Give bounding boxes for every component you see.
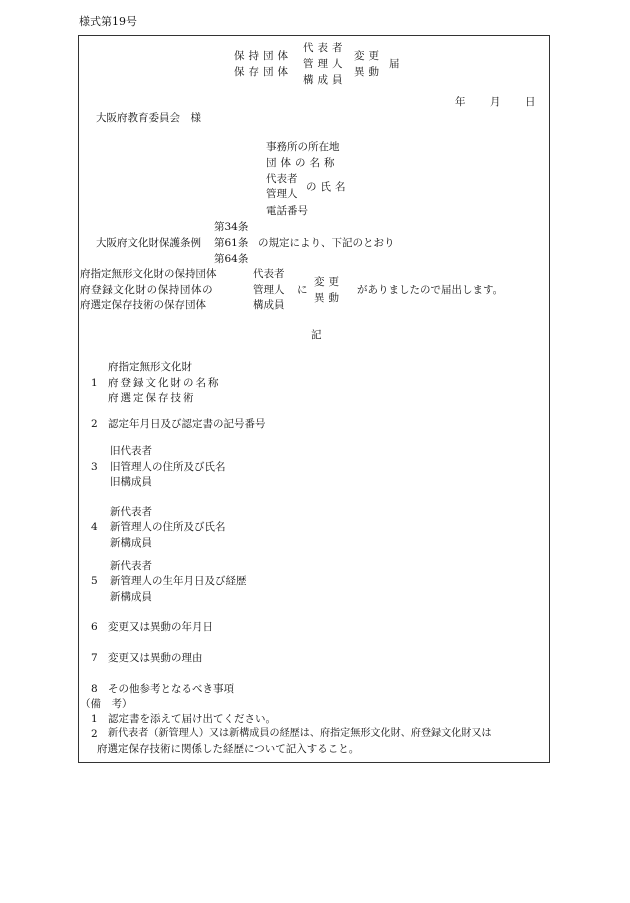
item-8-number: 8 bbox=[91, 683, 98, 695]
item-2-text: 認定年月日及び認定書の記号番号 bbox=[108, 418, 266, 430]
applicant-rep-label-1: 代表者 bbox=[266, 173, 298, 185]
item-6-number: 6 bbox=[91, 621, 98, 633]
declaration-group-1: 府指定無形文化財の保持団体 bbox=[80, 268, 217, 280]
notes-heading: （備 考） bbox=[80, 698, 133, 710]
declaration-group-3: 府選定保存技術の保存団体 bbox=[80, 299, 206, 311]
item-1-number: 1 bbox=[91, 377, 98, 389]
item-3-line-2: 旧管理人の住所及び氏名 bbox=[110, 461, 226, 473]
form-number: 様式第19号 bbox=[79, 15, 137, 28]
title-owner-2: 保存団体 bbox=[234, 66, 292, 78]
note-1-number: 1 bbox=[91, 713, 98, 725]
item-1-line-2: 府登録文化財の名称 bbox=[108, 377, 221, 389]
item-3-number: 3 bbox=[91, 461, 98, 473]
addressee: 大阪府教育委員会 様 bbox=[96, 112, 201, 124]
title-role-3: 構成員 bbox=[303, 74, 347, 86]
item-1-line-1: 府指定無形文化財 bbox=[108, 361, 192, 373]
declaration-role-3: 構成員 bbox=[253, 299, 285, 311]
item-4-line-1: 新代表者 bbox=[110, 506, 152, 518]
applicant-group-name: 団体の名称 bbox=[266, 157, 339, 169]
item-3-line-3: 旧構成員 bbox=[110, 476, 152, 488]
item-6-text: 変更又は異動の年月日 bbox=[108, 621, 213, 633]
item-5-number: 5 bbox=[91, 575, 98, 587]
date-day: 日 bbox=[525, 96, 536, 108]
item-4-line-2: 新管理人の住所及び氏名 bbox=[110, 521, 226, 533]
item-8-text: その他参考となるべき事項 bbox=[108, 683, 234, 695]
declaration-change-1: 変更 bbox=[314, 276, 343, 288]
date-month: 月 bbox=[490, 96, 501, 108]
applicant-rep-label-2: 管理人 bbox=[266, 188, 298, 200]
item-7-text: 変更又は異動の理由 bbox=[108, 652, 203, 664]
applicant-phone: 電話番号 bbox=[266, 205, 308, 217]
item-2-number: 2 bbox=[91, 418, 98, 430]
item-5-line-3: 新構成員 bbox=[110, 591, 152, 603]
article-64: 第64条 bbox=[214, 253, 249, 265]
article-34: 第34条 bbox=[214, 221, 249, 233]
note-1-text: 認定書を添えて届け出てください。 bbox=[108, 713, 276, 725]
title-suffix: 届 bbox=[389, 58, 400, 70]
item-5-line-2: 新管理人の生年月日及び経歴 bbox=[110, 575, 247, 587]
declaration-change-2: 異動 bbox=[314, 292, 343, 304]
date-year: 年 bbox=[455, 96, 466, 108]
item-5-line-1: 新代表者 bbox=[110, 560, 152, 572]
item-1-line-3: 府選定保存技術 bbox=[108, 392, 196, 404]
title-change-1: 変更 bbox=[354, 50, 383, 62]
applicant-rep-name: の氏名 bbox=[306, 181, 350, 193]
title-change-2: 異動 bbox=[354, 66, 383, 78]
title-role-2: 管理人 bbox=[303, 58, 347, 70]
declaration-role-2: 管理人 bbox=[253, 284, 285, 296]
article-61: 第61条 bbox=[214, 237, 249, 249]
applicant-office-address: 事務所の所在地 bbox=[266, 141, 340, 153]
note-2-text: 新代表者（新管理人）又は新構成員の経歴は、府指定無形文化財、府登録文化財又は bbox=[108, 728, 492, 739]
title-owner-1: 保持団体 bbox=[234, 50, 292, 62]
item-4-number: 4 bbox=[91, 521, 98, 533]
ki-heading: 記 bbox=[311, 329, 322, 341]
ordinance-name: 大阪府文化財保護条例 bbox=[96, 237, 201, 249]
declaration-group-2: 府登録文化財の保持団体の bbox=[80, 284, 214, 296]
declaration-role-1: 代表者 bbox=[253, 268, 285, 280]
regulation-basis: の規定により、下記のとおり bbox=[258, 237, 395, 249]
item-7-number: 7 bbox=[91, 652, 98, 664]
declaration-particle: に bbox=[297, 284, 308, 296]
declaration-tail: がありましたので届出します。 bbox=[357, 284, 504, 296]
title-role-1: 代表者 bbox=[303, 42, 347, 54]
note-2-number: 2 bbox=[91, 728, 98, 740]
note-2-continuation: 府選定保存技術に関係した経歴について記入すること。 bbox=[97, 743, 360, 755]
item-4-line-3: 新構成員 bbox=[110, 537, 152, 549]
item-3-line-1: 旧代表者 bbox=[110, 445, 152, 457]
